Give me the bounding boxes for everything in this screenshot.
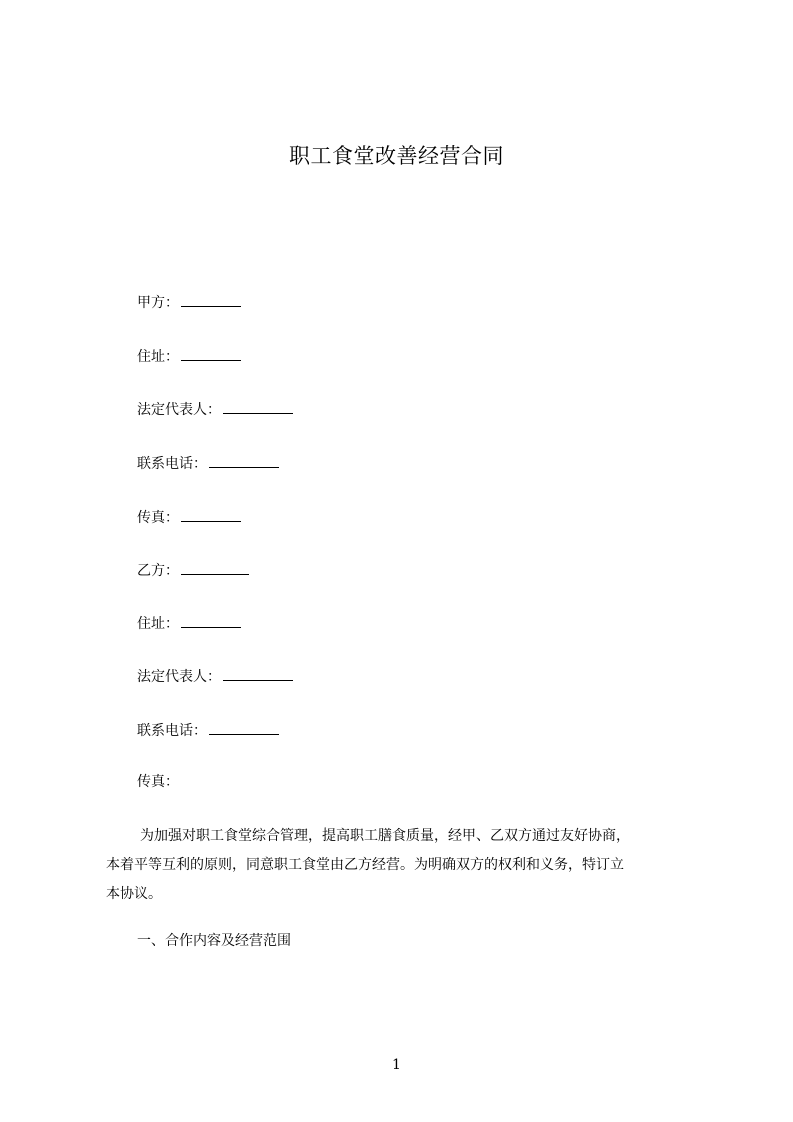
party-b-name-label: 乙方： <box>137 563 179 579</box>
intro-line-3: 本协议。 <box>106 886 162 902</box>
party-a-phone-label: 联系电话： <box>137 456 207 472</box>
party-a-address-label: 住址： <box>137 349 179 365</box>
party-a-phone-blank <box>209 453 279 468</box>
party-a-name-blank <box>181 292 241 307</box>
party-a-fax-blank <box>181 507 241 522</box>
intro-line-2: 本着平等互利的原则，同意职工食堂由乙方经营。为明确双方的权利和义务，特订立 <box>106 857 624 873</box>
party-b-legal-rep-blank <box>223 666 293 681</box>
party-b-fax-label: 传真： <box>137 774 179 790</box>
party-b-phone-blank <box>209 720 279 735</box>
party-b-legal-rep-field <box>137 666 293 686</box>
party-a-name-label: 甲方： <box>137 295 179 311</box>
party-b-legal-rep-label: 法定代表人： <box>137 669 221 685</box>
document-title: 职工食堂改善经营合同 <box>289 144 504 168</box>
party-a-name-field <box>137 292 241 312</box>
page-number: 1 <box>392 1057 401 1073</box>
intro-paragraph <box>106 822 706 909</box>
party-a-legal-rep-blank <box>223 399 293 414</box>
party-a-address-blank <box>181 346 241 361</box>
party-b-phone-label: 联系电话： <box>137 723 207 739</box>
party-b-fax-field <box>137 773 179 791</box>
party-a-fax-field <box>137 507 241 527</box>
section-1-heading: 一、合作内容及经营范围 <box>137 933 291 949</box>
party-a-legal-rep-label: 法定代表人： <box>137 402 221 418</box>
party-b-address-blank <box>181 613 241 628</box>
party-b-name-blank <box>181 560 249 575</box>
party-a-legal-rep-field <box>137 399 293 419</box>
party-b-name-field <box>137 560 249 580</box>
party-a-phone-field <box>137 453 279 473</box>
intro-line-1: 为加强对职工食堂综合管理，提高职工膳食质量，经甲、乙双方通过友好协商， <box>140 828 630 844</box>
party-b-phone-field <box>137 720 279 740</box>
party-b-address-label: 住址： <box>137 616 179 632</box>
party-a-fax-label: 传真： <box>137 510 179 526</box>
party-b-address-field <box>137 613 241 633</box>
party-a-address-field <box>137 346 241 366</box>
